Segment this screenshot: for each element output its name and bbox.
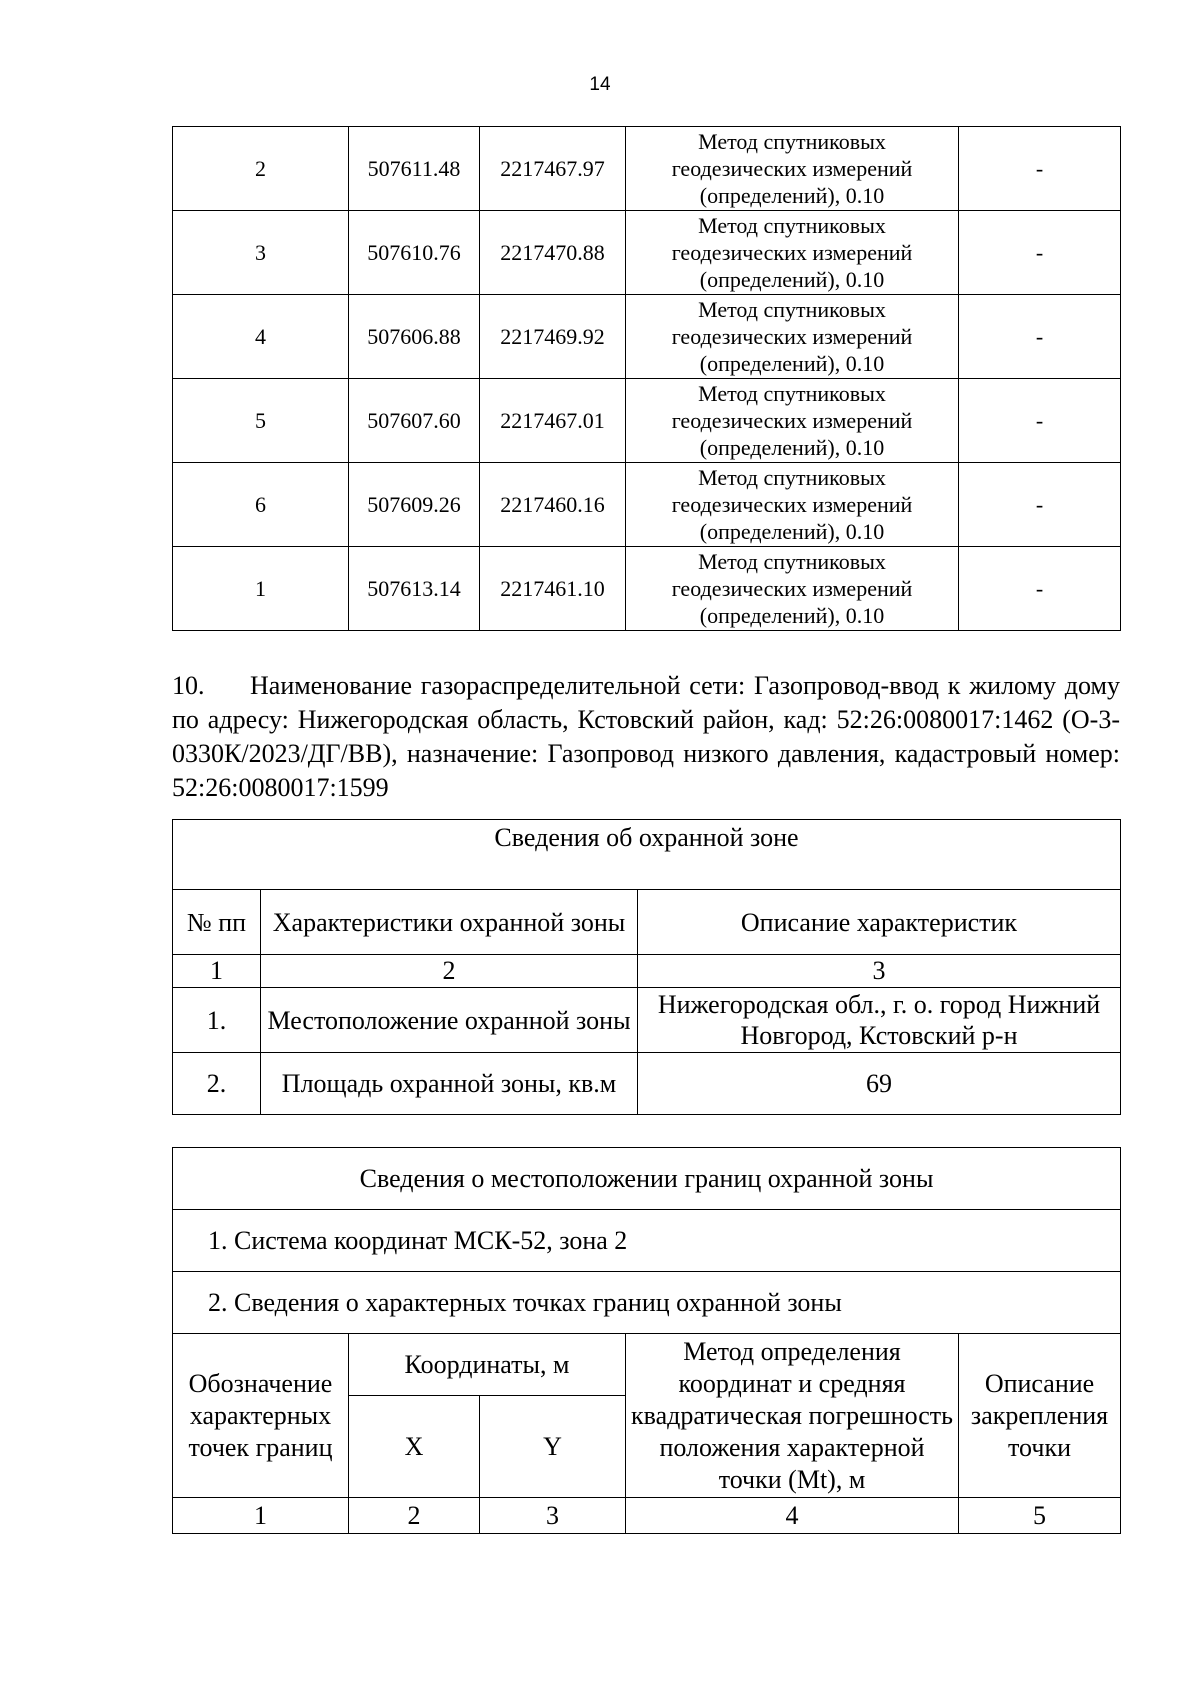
point-description: - — [959, 547, 1121, 631]
method-line: Метод спутниковых — [698, 465, 886, 490]
point-row — [173, 295, 1121, 379]
point-x: 507613.14 — [349, 547, 480, 631]
point-method — [626, 295, 959, 379]
point-y: 2217461.10 — [480, 547, 626, 631]
row-number: 1. — [173, 988, 261, 1053]
row-description: 69 — [638, 1053, 1121, 1115]
point-row — [173, 547, 1121, 631]
point-row — [173, 127, 1121, 211]
point-number: 3 — [173, 211, 349, 295]
col-number-cell: 1 — [173, 955, 261, 988]
boundary-location-table — [172, 1147, 1121, 1534]
point-method — [626, 463, 959, 547]
header-description: Описание характеристик — [638, 890, 1121, 955]
point-method — [626, 379, 959, 463]
col-number-cell: 3 — [480, 1498, 626, 1534]
method-line: геодезических измерений — [671, 408, 913, 433]
header-x: X — [349, 1396, 480, 1498]
point-number: 4 — [173, 295, 349, 379]
row-number: 2. — [173, 1053, 261, 1115]
method-line: (определений), 0.10 — [699, 519, 885, 544]
method-line: (определений), 0.10 — [699, 183, 885, 208]
point-x: 507606.88 — [349, 295, 480, 379]
header-designation: Обозначение характерных точек границ — [173, 1334, 349, 1498]
point-y: 2217469.92 — [480, 295, 626, 379]
section-text: Наименование газораспределительной сети: Газопровод-ввод к жилому дому по адресу: Нижегородская область, Кстовский район, кад: 52:26:0080017:1462 (О-3-0330К/2023/ДГ/ВВ), назначение: Газопровод низкого давления, кадастровый номер: 52:26:0080017:1599 — [172, 671, 1120, 802]
method-line: (определений), 0.10 — [699, 267, 885, 292]
point-x: 507610.76 — [349, 211, 480, 295]
point-number: 1 — [173, 547, 349, 631]
col-number-cell: 5 — [959, 1498, 1121, 1534]
method-line: (определений), 0.10 — [699, 351, 885, 376]
row-characteristic: Местоположение охранной зоны — [261, 988, 638, 1053]
section-number: 10. — [172, 671, 205, 700]
row-description: Нижегородская обл., г. о. город Нижний Новгород, Кстовский р-н — [638, 988, 1121, 1053]
point-row — [173, 211, 1121, 295]
method-line: (определений), 0.10 — [699, 435, 885, 460]
points-section-title: 2. Сведения о характерных точках границ охранной зоны — [173, 1272, 1121, 1334]
point-number: 2 — [173, 127, 349, 211]
header-coordinates: Координаты, м — [349, 1334, 626, 1396]
point-method — [626, 127, 959, 211]
point-method — [626, 211, 959, 295]
col-number-cell: 3 — [638, 955, 1121, 988]
zone-table-title: Сведения об охранной зоне — [173, 820, 1121, 890]
method-line: Метод спутниковых — [698, 297, 886, 322]
boundary-table-title: Сведения о местоположении границ охранной зоны — [173, 1148, 1121, 1210]
point-y: 2217467.97 — [480, 127, 626, 211]
method-line: геодезических измерений — [671, 492, 913, 517]
point-description: - — [959, 211, 1121, 295]
header-characteristics: Характеристики охранной зоны — [261, 890, 638, 955]
method-line: геодезических измерений — [671, 156, 913, 181]
header-point-description: Описание закрепления точки — [959, 1334, 1121, 1498]
method-line: Метод спутниковых — [698, 129, 886, 154]
header-method: Метод определения координат и средняя квадратическая погрешность положения характерной точки (Mt), м — [626, 1334, 959, 1498]
row-characteristic: Площадь охранной зоны, кв.м — [261, 1053, 638, 1115]
point-x: 507607.60 — [349, 379, 480, 463]
col-number-cell: 2 — [261, 955, 638, 988]
point-number: 6 — [173, 463, 349, 547]
point-description: - — [959, 295, 1121, 379]
point-x: 507611.48 — [349, 127, 480, 211]
point-y: 2217470.88 — [480, 211, 626, 295]
coordinate-system: 1. Система координат МСК-52, зона 2 — [173, 1210, 1121, 1272]
col-number-cell: 1 — [173, 1498, 349, 1534]
protection-zone-table — [172, 819, 1121, 1115]
point-row — [173, 379, 1121, 463]
point-description: - — [959, 127, 1121, 211]
point-row — [173, 463, 1121, 547]
method-line: (определений), 0.10 — [699, 603, 885, 628]
header-y: Y — [480, 1396, 626, 1498]
point-y: 2217467.01 — [480, 379, 626, 463]
point-description: - — [959, 463, 1121, 547]
point-y: 2217460.16 — [480, 463, 626, 547]
header-number: № пп — [173, 890, 261, 955]
section-paragraph — [172, 669, 1120, 805]
method-line: геодезических измерений — [671, 576, 913, 601]
col-number-cell: 2 — [349, 1498, 480, 1534]
point-number: 5 — [173, 379, 349, 463]
method-line: геодезических измерений — [671, 240, 913, 265]
coordinates-table-continued — [172, 126, 1121, 631]
point-x: 507609.26 — [349, 463, 480, 547]
method-line: Метод спутниковых — [698, 381, 886, 406]
col-number-cell: 4 — [626, 1498, 959, 1534]
page-number: 14 — [589, 74, 611, 95]
method-line: Метод спутниковых — [698, 549, 886, 574]
point-description: - — [959, 379, 1121, 463]
point-method — [626, 547, 959, 631]
method-line: Метод спутниковых — [698, 213, 886, 238]
method-line: геодезических измерений — [671, 324, 913, 349]
